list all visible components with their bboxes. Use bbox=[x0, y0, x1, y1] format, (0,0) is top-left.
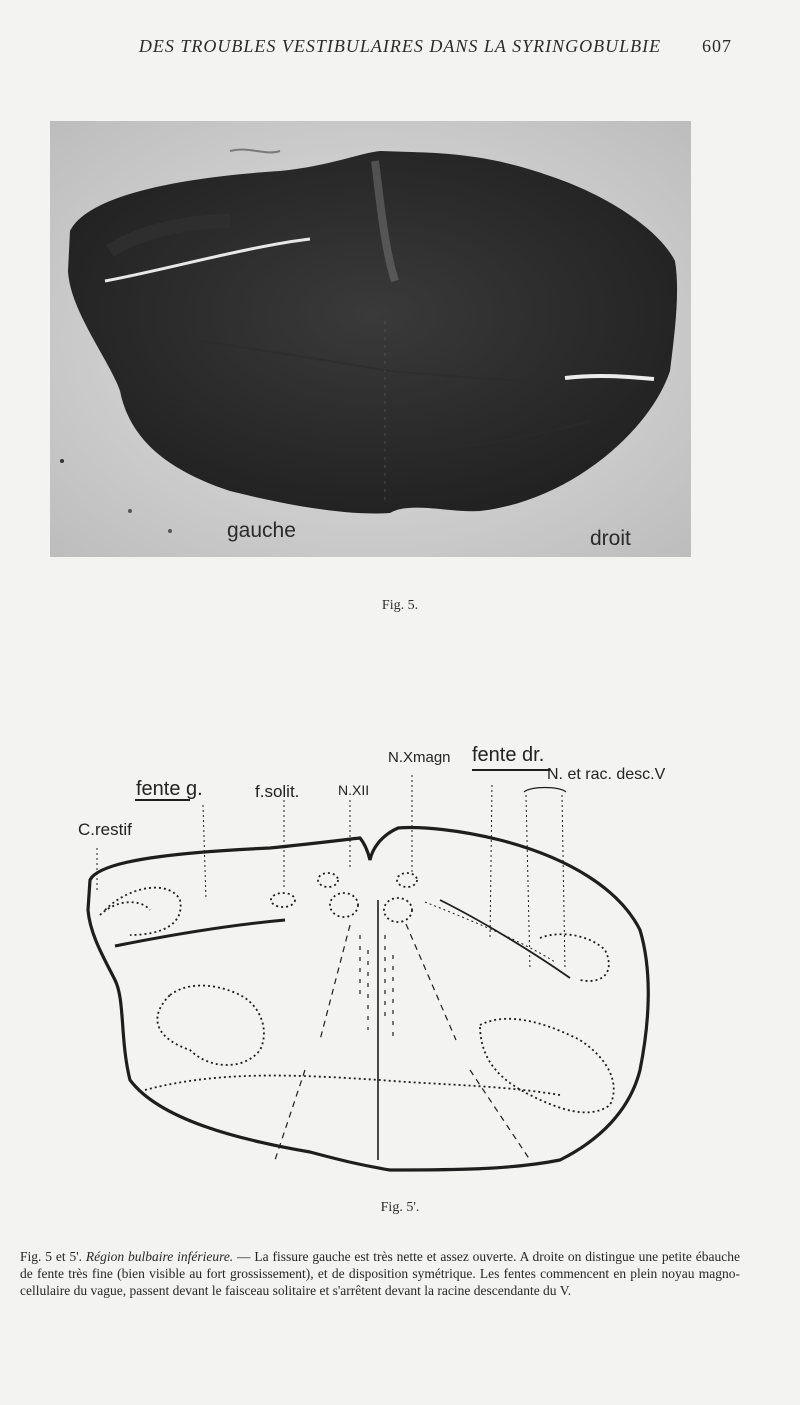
running-head-title: DES TROUBLES VESTIBULAIRES DANS LA SYRINGOBULBIE bbox=[138, 36, 662, 56]
figure-5-caption: Fig. 5. bbox=[381, 598, 419, 613]
figure-legend-text bbox=[20, 1248, 740, 1299]
label-f-solit: f.solit. bbox=[255, 782, 300, 801]
medulla-outline-drawing bbox=[60, 740, 680, 1180]
label-n-xii: N.XII bbox=[338, 782, 370, 798]
label-gauche: gauche bbox=[227, 519, 296, 542]
figure-5-photograph bbox=[50, 121, 691, 557]
figure-5-prime-diagram bbox=[60, 740, 680, 1180]
legend-figure-reference: Fig. 5 et 5'. bbox=[20, 1249, 83, 1264]
legend-region: Région bulbaire inférieure. bbox=[85, 1249, 234, 1264]
figure-5-prime-caption: Fig. 5'. bbox=[380, 1200, 420, 1215]
page-number: 607 bbox=[702, 36, 732, 56]
legend-description: — La fissure gauche est très nette et assez ouverte. A droite on distingue une petite ébauche de fente très fine (bien visible au fort grossissement), et de disposition symétrique. Les fentes commencent en plein noyau magno-cellulaire du vague, passent devant le faisceau solitaire et s'arrêtent devant la racine descendante du V. bbox=[20, 1249, 740, 1298]
label-fente-dr: fente dr. bbox=[472, 744, 545, 766]
label-n-rac-desc-v: N. et rac. desc.V bbox=[547, 766, 666, 783]
running-head bbox=[0, 36, 800, 57]
label-c-restif: C.restif bbox=[78, 820, 132, 839]
label-droit: droit bbox=[590, 527, 631, 550]
label-n-x-magn: N.Xmagn bbox=[388, 749, 451, 766]
label-fente-g: fente g. bbox=[136, 778, 203, 800]
medulla-section-image bbox=[50, 121, 691, 557]
